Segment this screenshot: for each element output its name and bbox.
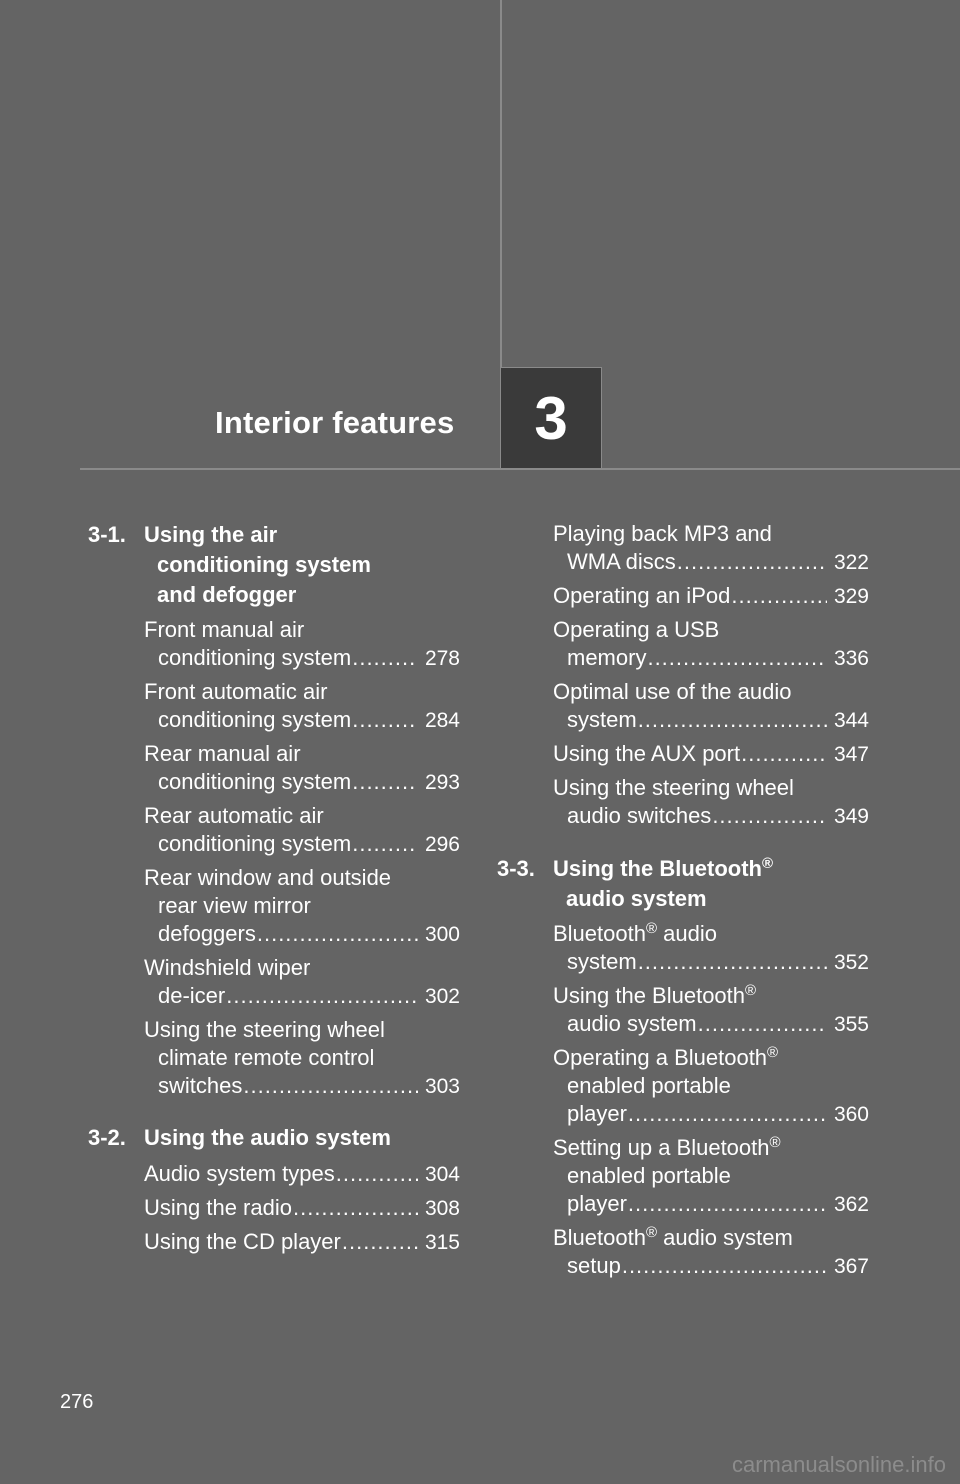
toc-entry-optimal-audio[interactable] bbox=[553, 678, 869, 735]
toc-entry-mp3-wma[interactable] bbox=[553, 520, 869, 577]
dot-leader bbox=[638, 706, 827, 734]
page-ref: 360 bbox=[833, 1103, 869, 1126]
page-ref: 355 bbox=[833, 1013, 869, 1036]
toc-entry-aux-port[interactable] bbox=[553, 740, 869, 769]
section-number: 3-2. bbox=[88, 1125, 126, 1150]
dot-leader bbox=[638, 948, 827, 976]
entry-text: Front automatic air bbox=[144, 679, 328, 704]
section-3-2-heading bbox=[88, 1124, 460, 1152]
dot-leader bbox=[622, 1252, 827, 1280]
page-ref: 329 bbox=[833, 585, 869, 608]
section-3-1-heading bbox=[88, 520, 460, 610]
entry-text: Rear automatic air bbox=[144, 803, 324, 828]
entry-text: system bbox=[567, 949, 637, 974]
dot-leader bbox=[628, 1100, 827, 1128]
watermark: carmanualsonline.info bbox=[731, 1452, 946, 1477]
dot-leader bbox=[352, 706, 418, 734]
entry-text: Using the radio bbox=[144, 1195, 292, 1220]
entry-text: setup bbox=[567, 1253, 621, 1278]
registered-mark: ® bbox=[645, 920, 658, 937]
section-title-line: Using the Bluetooth bbox=[553, 856, 762, 881]
dot-leader bbox=[677, 548, 827, 576]
dot-leader bbox=[352, 830, 418, 858]
dot-leader bbox=[712, 802, 827, 830]
toc-entry-steering-climate-switches[interactable] bbox=[144, 1016, 460, 1101]
entry-text: climate remote control bbox=[158, 1045, 375, 1070]
toc-entry-rear-automatic-air[interactable] bbox=[144, 802, 460, 859]
entry-text: Operating a USB bbox=[553, 617, 720, 642]
page-ref: 293 bbox=[424, 771, 460, 794]
page-ref: 300 bbox=[424, 923, 460, 946]
dot-leader bbox=[731, 582, 827, 610]
dot-leader bbox=[257, 920, 418, 948]
entry-text: Front manual air bbox=[144, 617, 305, 642]
dot-leader bbox=[352, 768, 418, 796]
registered-mark: ® bbox=[769, 1134, 781, 1151]
entry-text: Using the steering wheel bbox=[553, 775, 794, 800]
toc-entry-using-bluetooth-audio[interactable] bbox=[553, 982, 869, 1039]
entry-text: Using the steering wheel bbox=[144, 1017, 385, 1042]
entry-text: conditioning system bbox=[158, 769, 352, 794]
toc-right-column bbox=[497, 520, 869, 1286]
page-ref: 349 bbox=[833, 805, 869, 828]
entry-text: Rear window and outside bbox=[144, 865, 392, 890]
page-ref: 344 bbox=[833, 709, 869, 732]
dot-leader bbox=[741, 740, 827, 768]
page-ref: 302 bbox=[424, 985, 460, 1008]
section-title-line: audio system bbox=[566, 886, 707, 911]
toc-entry-windshield-wiper-deicer[interactable] bbox=[144, 954, 460, 1011]
page-ref: 367 bbox=[833, 1255, 869, 1278]
section-title-line: Using the air bbox=[144, 522, 278, 547]
chapter-number: 3 bbox=[534, 384, 568, 452]
section-3-3-heading bbox=[497, 854, 869, 914]
entry-text: player bbox=[567, 1101, 627, 1126]
entry-text: Bluetooth bbox=[553, 921, 646, 946]
entry-text: Bluetooth bbox=[553, 1225, 646, 1250]
page-ref: 308 bbox=[424, 1197, 460, 1220]
entry-text: de-icer bbox=[158, 983, 226, 1008]
toc-left-column bbox=[88, 520, 460, 1262]
entry-text: rear view mirror bbox=[158, 893, 311, 918]
registered-mark: ® bbox=[645, 1224, 658, 1241]
entry-text: system bbox=[567, 707, 637, 732]
entry-text: audio switches bbox=[567, 803, 712, 828]
entry-text: WMA discs bbox=[567, 549, 676, 574]
entry-text: Operating a Bluetooth bbox=[553, 1045, 768, 1070]
entry-text: Optimal use of the audio bbox=[553, 679, 792, 704]
page-ref: 347 bbox=[833, 743, 869, 766]
entry-text: switches bbox=[158, 1073, 243, 1098]
registered-mark: ® bbox=[745, 982, 757, 999]
entry-text: enabled portable bbox=[567, 1163, 731, 1188]
toc-entry-front-automatic-air[interactable] bbox=[144, 678, 460, 735]
toc-entry-front-manual-air[interactable] bbox=[144, 616, 460, 673]
section-title-line: Using the audio system bbox=[144, 1125, 391, 1150]
entry-text: audio system bbox=[567, 1011, 697, 1036]
registered-mark: ® bbox=[761, 855, 774, 872]
page-ref: 278 bbox=[424, 647, 460, 670]
entry-text: memory bbox=[567, 645, 647, 670]
entry-text: Playing back MP3 and bbox=[553, 521, 772, 546]
section-title-line: conditioning system bbox=[157, 552, 371, 577]
dot-leader bbox=[243, 1072, 418, 1100]
entry-text: Rear manual air bbox=[144, 741, 301, 766]
dot-leader bbox=[226, 982, 418, 1010]
section-number: 3-3. bbox=[497, 856, 535, 881]
toc-entry-bluetooth-audio-system[interactable] bbox=[553, 920, 869, 977]
dot-leader bbox=[698, 1010, 827, 1038]
page-ref: 296 bbox=[424, 833, 460, 856]
section-title-line: and defogger bbox=[157, 582, 297, 607]
entry-text: defoggers bbox=[158, 921, 256, 946]
toc-entry-steering-audio-switches[interactable] bbox=[553, 774, 869, 831]
entry-text: Audio system types bbox=[144, 1161, 335, 1186]
entry-text: audio bbox=[663, 921, 717, 946]
entry-text: Operating an iPod bbox=[553, 583, 731, 608]
toc-entry-operating-ipod[interactable] bbox=[553, 582, 869, 611]
toc-entry-operating-usb[interactable] bbox=[553, 616, 869, 673]
section-number: 3-1. bbox=[88, 522, 126, 547]
toc-entry-bluetooth-system-setup[interactable] bbox=[553, 1224, 869, 1281]
page-ref: 362 bbox=[833, 1193, 869, 1216]
dot-leader bbox=[647, 644, 827, 672]
page-ref: 303 bbox=[424, 1075, 460, 1098]
entry-text: conditioning system bbox=[158, 831, 352, 856]
page-number: 276 bbox=[60, 1391, 94, 1413]
entry-text: conditioning system bbox=[158, 645, 352, 670]
chapter-title: Interior features bbox=[215, 405, 455, 440]
page-ref: 352 bbox=[833, 951, 869, 974]
entry-text: Using the Bluetooth bbox=[553, 983, 746, 1008]
page-ref: 336 bbox=[833, 647, 869, 670]
page-ref: 315 bbox=[424, 1231, 460, 1254]
dot-leader bbox=[293, 1194, 418, 1222]
dot-leader bbox=[628, 1190, 827, 1218]
entry-text: Using the AUX port bbox=[553, 741, 741, 766]
entry-text: audio system bbox=[663, 1225, 793, 1250]
entry-text: Windshield wiper bbox=[144, 955, 311, 980]
toc-entry-using-cd-player[interactable] bbox=[144, 1228, 460, 1257]
entry-text: player bbox=[567, 1191, 627, 1216]
dot-leader bbox=[342, 1228, 418, 1256]
entry-text: Using the CD player bbox=[144, 1229, 341, 1254]
toc-entry-audio-system-types[interactable] bbox=[144, 1160, 460, 1189]
toc-entry-setting-up-bluetooth-player[interactable] bbox=[553, 1134, 869, 1219]
dot-leader bbox=[336, 1160, 418, 1188]
dot-leader bbox=[352, 644, 418, 672]
toc-entry-rear-manual-air[interactable] bbox=[144, 740, 460, 797]
registered-mark: ® bbox=[767, 1044, 779, 1061]
page-ref: 304 bbox=[424, 1163, 460, 1186]
chapter-number-box bbox=[500, 367, 602, 469]
page-ref: 284 bbox=[424, 709, 460, 732]
entry-text: conditioning system bbox=[158, 707, 352, 732]
page-ref: 322 bbox=[833, 551, 869, 574]
entry-text: enabled portable bbox=[567, 1073, 731, 1098]
toc-entry-using-radio[interactable] bbox=[144, 1194, 460, 1223]
toc-entry-operating-bluetooth-player[interactable] bbox=[553, 1044, 869, 1129]
toc-entry-rear-window-defoggers[interactable] bbox=[144, 864, 460, 949]
entry-text: Setting up a Bluetooth bbox=[553, 1135, 770, 1160]
